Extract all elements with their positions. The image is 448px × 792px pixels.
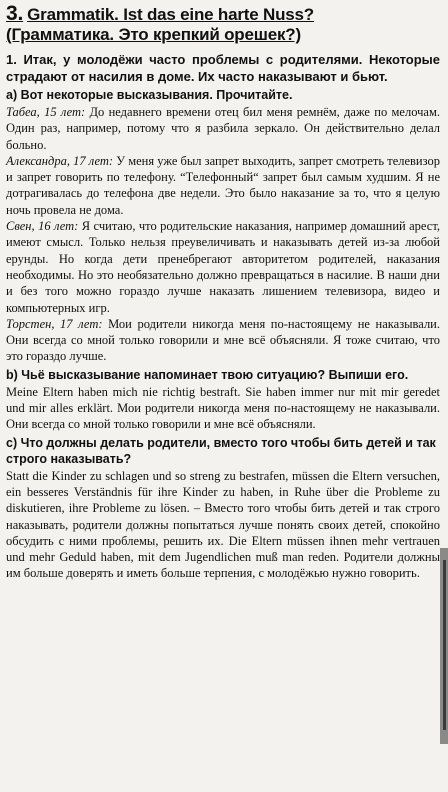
part-c-answer: Statt die Kinder zu schlagen und so streng zu bestrafen, müssen die Eltern versuchen, ein besseres Verständnis für ihre Kinder zu haben, in Ruhe über die Probleme zu diskutieren, ihre Probleme zu lösen. – Вместо того чтобы бить детей и так строго наказывать, родители должны попытаться лучше понять своих детей, спокойно обсудить с ними проблемы, решить их. Die Eltern müssen ihnen mehr vertrauen und mehr Geduld haben, mit dem Jugendlichen muß man reden. Родители должны им больше доверять и иметь больше терпения, с молодёжью нужно говорить. xyxy=(6,468,440,581)
title-german: Grammatik. Ist das eine harte Nuss? xyxy=(27,5,314,24)
part-b-answer: Meine Eltern haben mich nie richtig bestraft. Sie haben immer nur mit mir geredet und mir alles erklärt. Мои родители никогда меня по-настоящему не наказывали. Они всегда со мной только говорили и мне всё объясняли. xyxy=(6,384,440,432)
part-a-heading: а) Вот некоторые высказывания. Прочитайте. xyxy=(6,88,293,102)
speaker-name: Александра, 17 лет: xyxy=(6,153,114,168)
speaker-name: Табеа, 15 лет: xyxy=(6,105,86,119)
part-b-heading: b) Чьё высказывание напоминает твою ситуацию? Выпиши его. xyxy=(6,367,409,382)
page xyxy=(6,4,440,582)
statement-tabea xyxy=(6,104,440,153)
statement-text: Мои родители никогда меня по-настоящему не наказывали. Они всегда со мной только говорили и мне всё объясняли. Я тоже считаю, что это гораздо лучше. xyxy=(6,316,440,364)
page-title xyxy=(6,4,440,25)
section-number: 3. xyxy=(6,2,24,25)
statement-alexandra xyxy=(6,153,440,218)
speaker-name: Свен, 16 лет: xyxy=(6,219,79,234)
part-c-heading: c) Что должны делать родители, вместо того чтобы бить детей и так строго наказывать? xyxy=(6,435,436,466)
speaker-name: Торстен, 17 лет: xyxy=(6,316,103,331)
statement-torsten xyxy=(6,316,440,365)
statement-text: До недавнего времени отец бил меня ремнём, даже по мелочам. Один раз, например, потому что я разбила зеркало. Он действительно делал больно. xyxy=(6,105,441,152)
statement-text: У меня уже был запрет выходить, запрет смотреть телевизор и запрет говорить по телефону. “Телефонный“ запрет был самым худшим. Я не дотрагивалась до телефона две недели. Это было наказание за то, что я целую ночь провела не дома. xyxy=(6,153,440,217)
statement-text: Я считаю, что родительские наказания, например домашний арест, имеют смысл. Только нельзя преувеличивать и наказывать детей из-за любой ерунды. Но когда дети пренебрегают авторитетом родителей, наказания необходимы. Но это необязательно должно превращаться в насилие. В наши дни и без того можно гораздо лучше наказать лишением телевизора, видео и компьютерных игр. xyxy=(6,219,440,315)
title-russian: (Грамматика. Это крепкий орешек?) xyxy=(6,25,301,44)
statement-sven xyxy=(6,218,440,316)
task-intro: 1. Итак, у молодёжи часто проблемы с родителями. Некоторые страдают от насилия в доме. Их часто наказывают и бьют. xyxy=(6,52,440,84)
page-edge-binding xyxy=(443,560,446,730)
